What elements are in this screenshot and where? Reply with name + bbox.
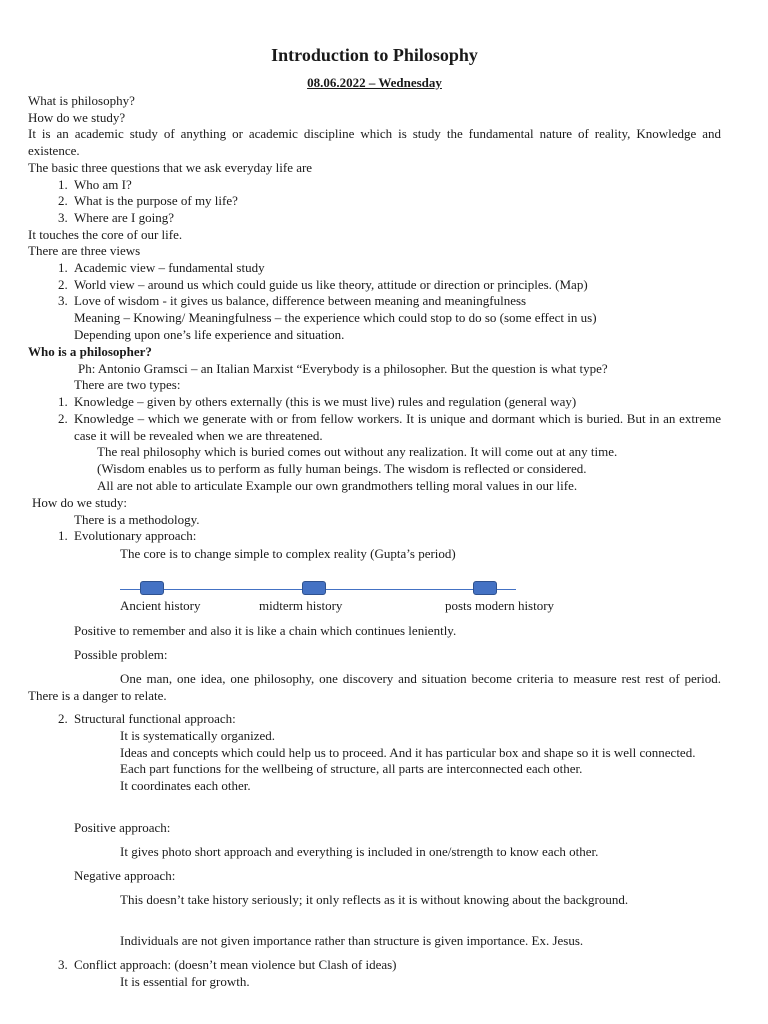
type2-line4: All are not able to articulate Example our own grandmothers telling moral values in our life. <box>97 477 578 493</box>
methodology: There is a methodology. <box>74 511 200 527</box>
two-types: There are two types: <box>74 377 181 393</box>
timeline-label: midterm history <box>259 598 343 613</box>
negative-approach: Negative approach: <box>74 868 176 883</box>
type2-line3: (Wisdom enables us to perform as fully human beings. The wisdom is reflected or considered. <box>97 460 587 476</box>
evolution-core: The core is to change simple to complex reality (Gupta’s period) <box>120 546 456 562</box>
list-item: 2. What is the purpose of my life? <box>58 193 238 209</box>
list-item: 3. Where are I going? <box>58 209 174 225</box>
list-item: 3. Love of wisdom - it gives us balance, difference between meaning and meaningfulness <box>58 293 527 309</box>
possible-problem: Possible problem: <box>74 647 168 662</box>
negative-text-1: This doesn’t take history seriously; it only reflects as it is without knowing about the background. <box>120 892 629 907</box>
negative-text-2: Individuals are not given importance rather than structure is given importance. Ex. Jesus. <box>120 933 584 948</box>
structural-points <box>120 728 721 795</box>
history-timeline <box>120 580 520 596</box>
problem-text: One man, one idea, one philosophy, one discovery and situation become criteria to measure rest rest of period. There is a danger to relate. <box>28 671 721 703</box>
timeline-node <box>302 581 326 595</box>
intro-question-1: What is philosophy? <box>28 93 135 108</box>
conflict-text: It is essential for growth. <box>120 974 250 989</box>
positive-text: It gives photo short approach and everything is included in one/strength to know each other. <box>120 844 599 859</box>
positive-approach: Positive approach: <box>74 820 171 835</box>
list-item: 1. Who am I? <box>58 176 132 192</box>
list-item: 2. World view – around us which could guide us like theory, attitude or direction or principles. (Map) <box>58 276 588 292</box>
timeline-node <box>473 581 497 595</box>
timeline-label: Ancient history <box>120 598 201 613</box>
structural-point: Ideas and concepts which could help us to proceed. And it has particular box and shape so it is well connected. <box>120 744 696 760</box>
philosopher-heading: Who is a philosopher? <box>28 344 152 359</box>
view3-line3: Depending upon one’s life experience and situation. <box>74 326 345 342</box>
gramsci-quote: Ph: Antonio Gramsci – an Italian Marxist “Everybody is a philosopher. But the question is what type? <box>78 360 608 376</box>
timeline-label: posts modern history <box>445 598 555 613</box>
list-item: 1. Academic view – fundamental study <box>58 260 265 276</box>
list-item: 2. Structural functional approach: <box>58 711 236 726</box>
document-date: 08.06.2022 – Wednesday <box>307 75 442 90</box>
intro-question-2: How do we study? <box>28 109 126 125</box>
timeline-node <box>140 581 164 595</box>
list-item: 3. Conflict approach: (doesn’t mean violence but Clash of ideas) <box>58 957 397 972</box>
intro-definition: It is an academic study of anything or academic discipline which is study the fundamental nature of reality, Knowledge and existence. <box>28 126 721 159</box>
intro-basic-questions: The basic three questions that we ask everyday life are <box>28 159 313 175</box>
page-title: Introduction to Philosophy <box>271 45 478 65</box>
study-section <box>28 495 721 563</box>
view3-line2: Meaning – Knowing/ Meaningfulness – the experience which could stop to do so (some effect in us) <box>74 310 597 326</box>
list-item: 1. Evolutionary approach: <box>58 528 197 544</box>
study-heading: How do we study: <box>32 495 127 510</box>
intro-touches: It touches the core of our life. <box>28 226 183 242</box>
positive-remember: Positive to remember and also it is like a chain which continues leniently. <box>74 623 457 638</box>
intro-section <box>28 93 721 344</box>
philosopher-section <box>28 344 721 494</box>
structural-point: It is systematically organized. <box>120 728 275 743</box>
structural-point: It coordinates each other. <box>120 778 251 794</box>
list-item: 2. Knowledge – which we generate with or from fellow workers. It is unique and dormant which is buried. But in an extreme case it will be revealed when we are threatened. <box>58 410 721 443</box>
intro-three-views: There are three views <box>28 243 141 259</box>
list-item: 1. Knowledge – given by others externally (this is we must live) rules and regulation (general way) <box>58 394 577 410</box>
type2-line2: The real philosophy which is buried comes out without any realization. It will come out at any time. <box>97 444 618 460</box>
structural-point: Each part functions for the wellbeing of structure, all parts are interconnected each other. <box>120 761 583 777</box>
